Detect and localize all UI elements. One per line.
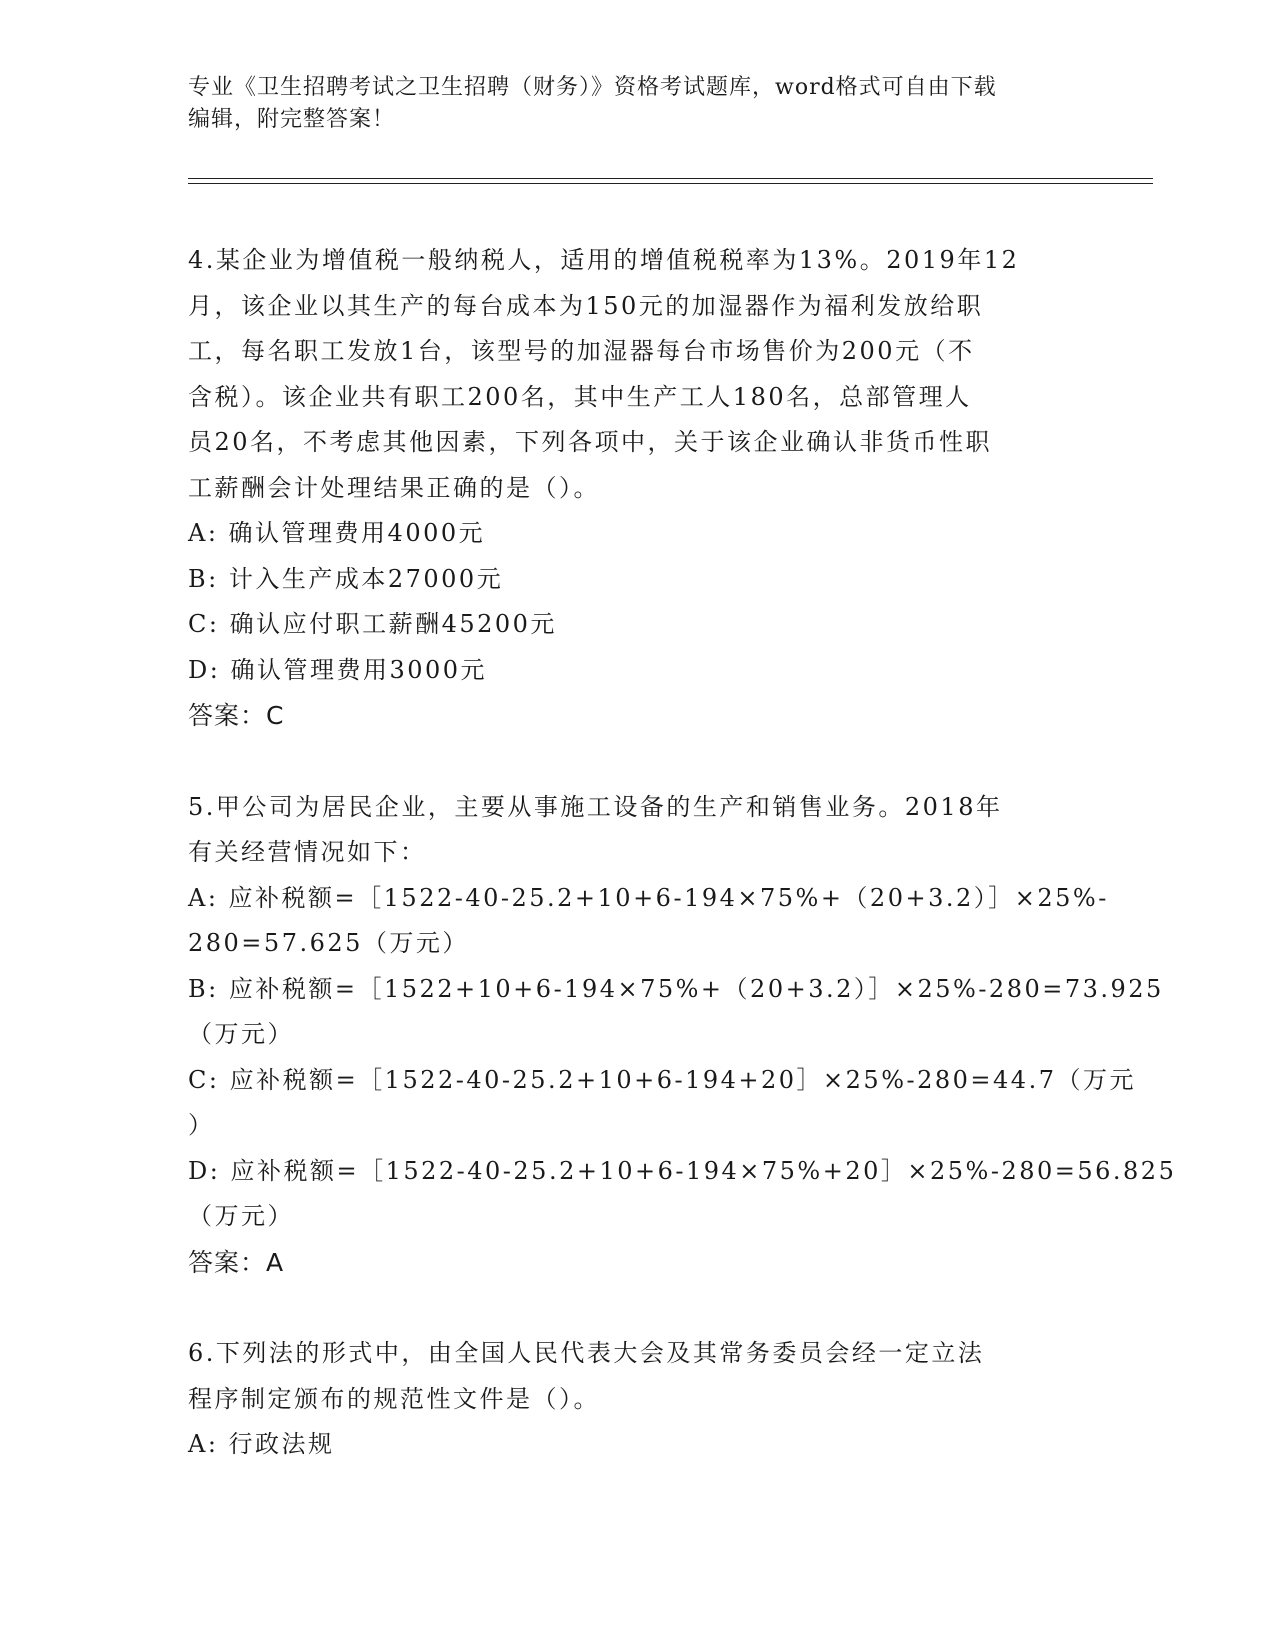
question-4 — [188, 238, 1088, 739]
option-d: D: 确认管理费用3000元 — [188, 655, 488, 684]
question-stem-line: 5.甲公司为居民企业，主要从事施工设备的生产和销售业务。2018年 — [188, 792, 1003, 821]
header-divider-top — [188, 178, 1153, 179]
question-stem-line: 工，每名职工发放1台，该型号的加湿器每台市场售价为200元（不 — [188, 337, 975, 365]
question-stem-line: 工薪酬会计处理结果正确的是（）。 — [188, 473, 600, 502]
question-stem-line: 含税）。该企业共有职工200名，其中生产工人180名，总部管理人 — [188, 382, 972, 411]
option-a-continued: 280=57.625（万元） — [188, 929, 469, 957]
question-spacer — [188, 739, 1088, 785]
option-a: A: 行政法规 — [188, 1430, 335, 1458]
question-stem-line: 程序制定颁布的规范性文件是（）。 — [188, 1384, 600, 1413]
option-b-continued: （万元） — [188, 1020, 294, 1048]
question-stem-line: 有关经营情况如下： — [188, 838, 427, 866]
question-5 — [188, 785, 1177, 1286]
question-stem-line: 6.下列法的形式中，由全国人民代表大会及其常务委员会经一定立法 — [188, 1339, 985, 1367]
header-line-1: 专业《卫生招聘考试之卫生招聘（财务）》资格考试题库，word格式可自由下载 — [188, 75, 997, 100]
answer-label: 答案：C — [188, 701, 285, 730]
question-list — [188, 238, 1177, 1468]
question-stem-line: 4.某企业为增值税一般纳税人，适用的增值税税率为13%。2019年12 — [188, 246, 1020, 274]
document-header — [188, 72, 1088, 136]
option-b: B: 应补税额=［1522+10+6-194×75%+（20+3.2）］×25%-280=73.925 — [188, 974, 1164, 1003]
option-d-continued: （万元） — [188, 1202, 294, 1230]
option-b: B: 计入生产成本27000元 — [188, 564, 504, 593]
question-spacer — [188, 1285, 1088, 1331]
question-6 — [188, 1331, 1088, 1468]
header-line-2: 编辑，附完整答案！ — [188, 107, 396, 132]
option-c: C: 确认应付职工薪酬45200元 — [188, 610, 557, 638]
answer-label: 答案：A — [188, 1247, 285, 1277]
option-d: D: 应补税额=［1522-40-25.2+10+6-194×75%+20］×25%-280=56.825 — [188, 1156, 1177, 1185]
option-c: C: 应补税额=［1522-40-25.2+10+6-194+20］×25%-280=44.7（万元 — [188, 1065, 1136, 1094]
option-a: A: 确认管理费用4000元 — [188, 519, 486, 547]
header-divider-bottom — [188, 183, 1153, 184]
option-a: A: 应补税额=［1522-40-25.2+10+6-194×75%+（20+3.2）］×25%- — [188, 883, 1109, 912]
question-stem-line: 月，该企业以其生产的每台成本为150元的加湿器作为福利发放给职 — [188, 291, 984, 320]
question-stem-line: 员20名，不考虑其他因素，下列各项中，关于该企业确认非货币性职 — [188, 428, 993, 456]
option-c-continued: ） — [188, 1111, 215, 1139]
